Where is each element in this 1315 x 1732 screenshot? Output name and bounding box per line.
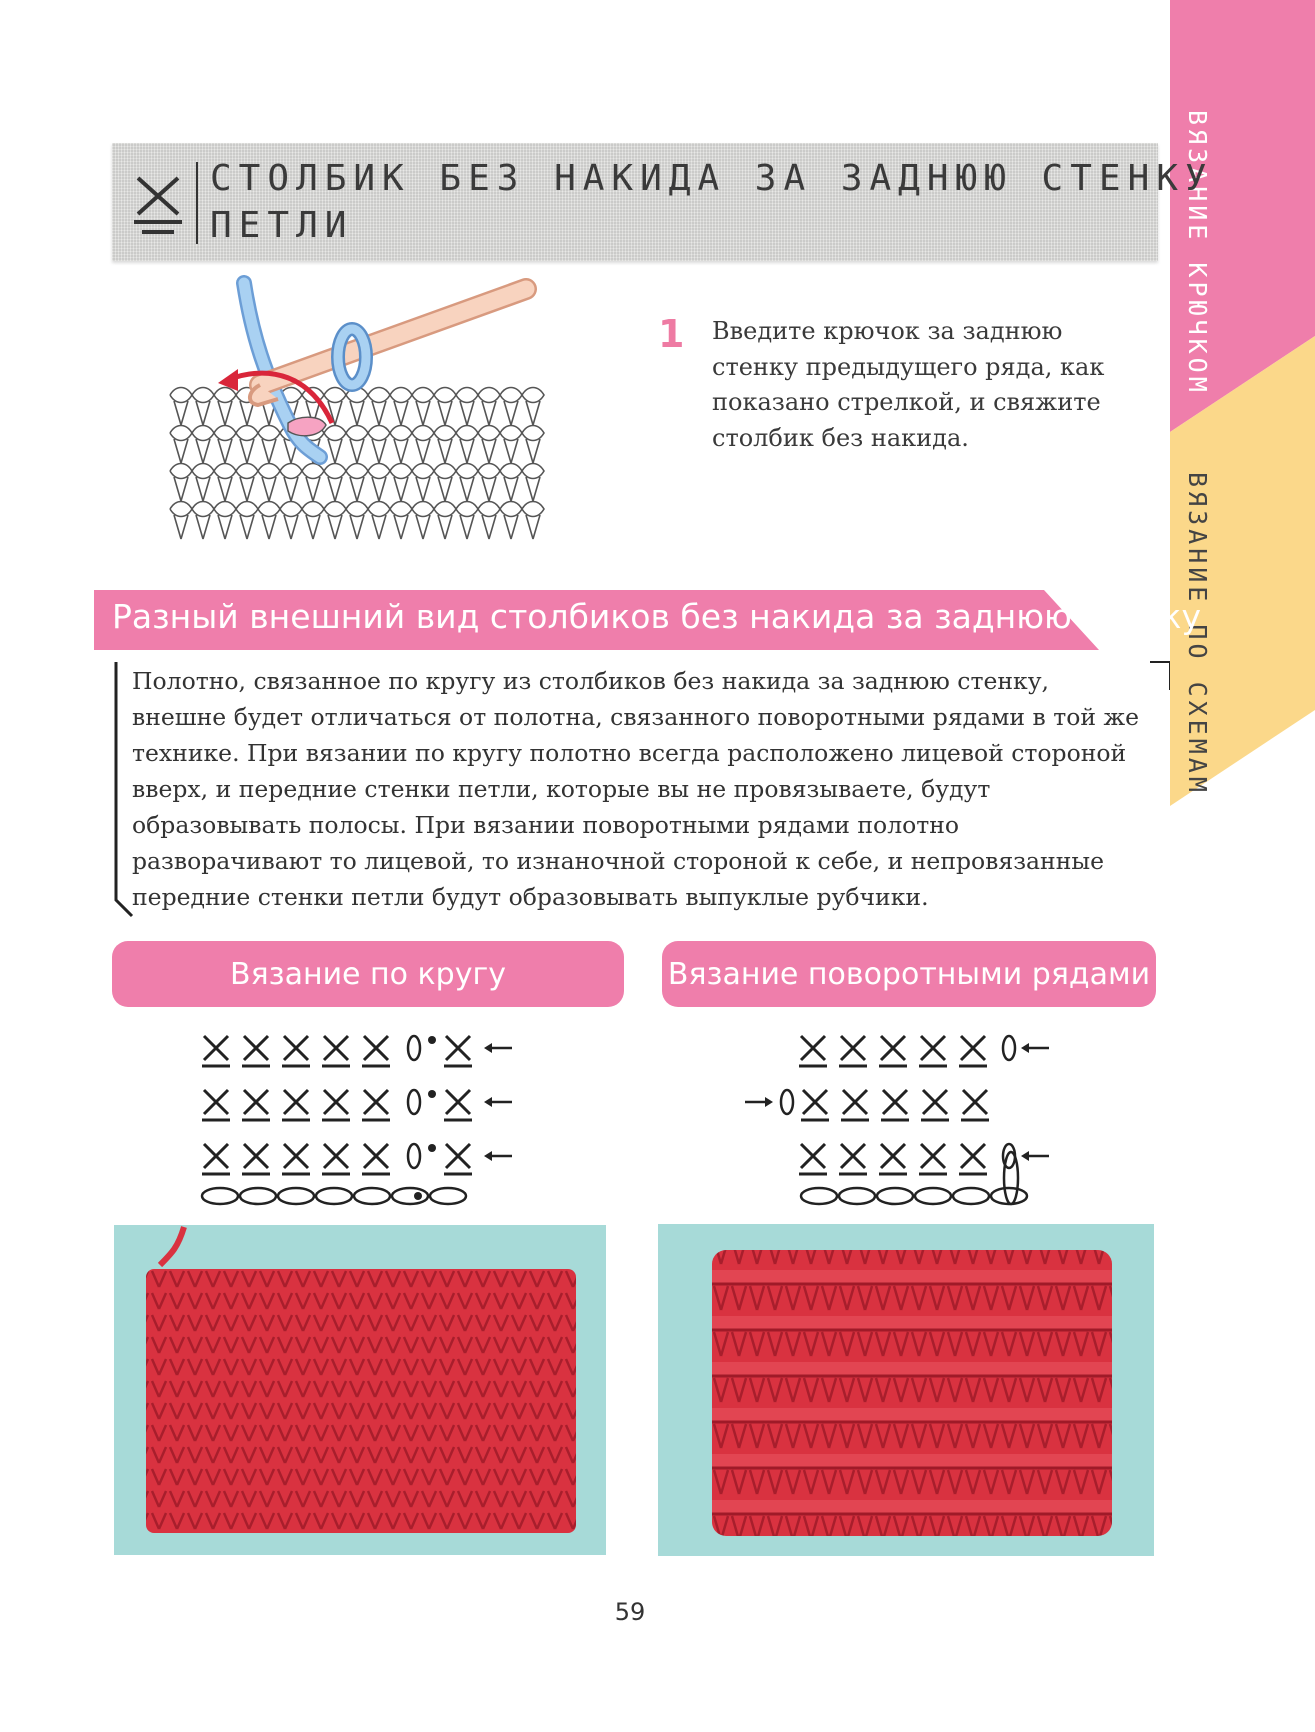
foundation-chain-symbol: [801, 1188, 837, 1204]
sc-back-loop-symbol: [444, 1036, 472, 1066]
sc-back-loop-symbol: [799, 1144, 827, 1174]
fabric-stitch: [368, 426, 390, 464]
swatch-turned-image: [658, 1224, 1154, 1556]
sc-back-loop-symbol: [444, 1144, 472, 1174]
fabric-stitch: [258, 502, 280, 540]
side-tab-crochet-label: ВЯЗАНИЕ КРЮЧКОМ: [1183, 110, 1212, 396]
foundation-chain-symbol: [316, 1188, 352, 1204]
fabric-stitch: [302, 502, 324, 540]
page-title-continued: ПЕТЛИ: [210, 205, 354, 246]
foundation-chain-symbol: [278, 1188, 314, 1204]
sc-back-loop-symbol: [282, 1090, 310, 1120]
section-paragraph: [132, 663, 1147, 915]
turning-chain-symbol: [1004, 1152, 1018, 1204]
fabric-stitch: [192, 502, 214, 540]
fabric-stitch: [214, 388, 236, 426]
sc-back-loop-symbol: [881, 1090, 909, 1120]
sc-back-loop-symbol: [282, 1036, 310, 1066]
fabric-stitch: [192, 388, 214, 426]
paragraph-text: Полотно, связанное по кругу из столбиков без накида за заднюю стенку, внешне будет отличаться от полотна, связанного поворотными рядами в той же технике. При вязании по кругу полотно всегда расположено лицевой стороной вверх, и передние стенки петли, которые вы не провязываете, будут образовывать полосы. При вязании поворотными рядами полотно разворачивают то лицевой, то изнаночной стороной к себе, и непровязанные передние стенки петли будут образовывать выпуклые рубчики.: [132, 667, 1140, 911]
sc-back-loop-symbol: [959, 1144, 987, 1174]
photo-round-swatch: [114, 1225, 606, 1555]
fabric-stitch: [434, 502, 456, 540]
fabric-stitch: [412, 502, 434, 540]
fabric-stitch: [324, 464, 346, 502]
side-tab-patterns-label: ВЯЗАНИЕ ПО СХЕМАМ: [1183, 472, 1212, 796]
fabric-stitch: [214, 502, 236, 540]
fabric-stitch: [412, 426, 434, 464]
fabric-stitch: [302, 464, 324, 502]
sc-back-loop-symbol: [202, 1090, 230, 1120]
sc-back-loop-symbol: [919, 1144, 947, 1174]
fabric-stitch: [170, 426, 192, 464]
fabric-stitch: [456, 426, 478, 464]
fabric-stitch: [500, 426, 522, 464]
sc-back-loop-symbol: [841, 1090, 869, 1120]
header-divider: [196, 162, 198, 244]
fabric-stitch: [390, 502, 412, 540]
fabric-stitch: [522, 464, 544, 502]
fabric-stitch: [390, 426, 412, 464]
fabric-stitch: [346, 388, 368, 426]
hook-back-loop-illustration: [160, 275, 560, 585]
fabric-stitch: [236, 502, 258, 540]
sc-back-loop-symbol: [921, 1090, 949, 1120]
fabric-stitch: [500, 388, 522, 426]
fabric-stitch: [214, 464, 236, 502]
fabric-stitch: [456, 464, 478, 502]
sc-back-loop-symbol: [362, 1036, 390, 1066]
step-instruction: Введите крючок за заднюю стенку предыдущего ряда, как показано стрелкой, и свяжите столбик без накида.: [712, 317, 1105, 452]
fabric-stitch: [214, 426, 236, 464]
row-arrow-head-icon: [484, 1043, 492, 1053]
foundation-chain-symbol: [354, 1188, 390, 1204]
fabric-stitch: [456, 502, 478, 540]
swatch-round-image: [114, 1225, 606, 1555]
fabric-stitch: [390, 388, 412, 426]
chain-symbol: [408, 1090, 420, 1114]
fabric-stitch: [258, 426, 280, 464]
fabric-stitch: [478, 464, 500, 502]
label-round-knitting: Вязание по кругу: [112, 941, 624, 1007]
fabric-stitch: [346, 464, 368, 502]
row-arrow-head-icon: [1021, 1151, 1029, 1161]
section-title: Разный внешний вид столбиков без накида за заднюю стенку: [112, 597, 1201, 636]
row-arrow-head-icon: [1021, 1043, 1029, 1053]
sc-back-loop-symbol: [959, 1036, 987, 1066]
fabric-stitch: [192, 426, 214, 464]
page-number: 59: [614, 1598, 646, 1626]
foundation-chain-symbol: [240, 1188, 276, 1204]
chain-symbol: [1003, 1036, 1015, 1060]
slip-stitch-symbol: [428, 1090, 436, 1098]
foundation-chain-symbol: [915, 1188, 951, 1204]
fabric-stitch: [390, 464, 412, 502]
row-arrow-head-icon: [765, 1097, 773, 1107]
sc-back-loop-symbol: [839, 1144, 867, 1174]
sc-back-loop-symbol: [799, 1036, 827, 1066]
diagram-round: [200, 1020, 530, 1210]
fabric-stitch: [478, 388, 500, 426]
fabric-stitch: [412, 464, 434, 502]
foundation-chain-symbol: [430, 1188, 466, 1204]
fabric-stitch: [522, 502, 544, 540]
fabric-stitch: [346, 502, 368, 540]
slip-stitch-symbol: [428, 1144, 436, 1152]
fabric-stitch: [324, 388, 346, 426]
sc-back-loop-symbol: [322, 1090, 350, 1120]
chain-symbol: [408, 1036, 420, 1060]
fabric-stitch: [324, 502, 346, 540]
sc-back-loop-symbol: [362, 1090, 390, 1120]
sc-back-loop-symbol: [202, 1144, 230, 1174]
sc-back-loop-symbol: [879, 1144, 907, 1174]
sc-back-loop-symbol: [444, 1090, 472, 1120]
foundation-chain-symbol: [877, 1188, 913, 1204]
sc-back-loop-symbol: [282, 1144, 310, 1174]
chain-symbol: [781, 1090, 793, 1114]
label-turned-rows: Вязание поворотными рядами: [662, 941, 1156, 1007]
fabric-stitch: [412, 388, 434, 426]
fabric-stitch: [522, 388, 544, 426]
fabric-stitch: [236, 464, 258, 502]
fabric-stitch: [368, 502, 390, 540]
diagram-turned: [745, 1020, 1075, 1210]
fabric-stitch: [434, 426, 456, 464]
sc-back-loop-symbol: [961, 1090, 989, 1120]
sc-back-loop-symbol: [801, 1090, 829, 1120]
fabric-stitch: [478, 502, 500, 540]
sc-back-loop-symbol: [322, 1144, 350, 1174]
fabric-stitch: [236, 426, 258, 464]
sc-back-loop-symbol: [202, 1036, 230, 1066]
fabric-stitch: [478, 426, 500, 464]
row-arrow-head-icon: [484, 1151, 492, 1161]
fabric-stitch: [500, 502, 522, 540]
foundation-chain-symbol: [839, 1188, 875, 1204]
fabric-stitch: [280, 464, 302, 502]
back-loop-sc-symbol-icon: [130, 172, 186, 238]
foundation-chain-symbol: [953, 1188, 989, 1204]
fabric-stitch: [170, 502, 192, 540]
sc-back-loop-symbol: [839, 1036, 867, 1066]
fabric-stitch: [170, 464, 192, 502]
sc-back-loop-symbol: [242, 1144, 270, 1174]
fabric-stitch: [500, 464, 522, 502]
chain-symbol: [408, 1144, 420, 1168]
fabric-stitch: [280, 502, 302, 540]
slip-stitch-symbol: [428, 1036, 436, 1044]
sc-back-loop-symbol: [919, 1036, 947, 1066]
step-number: 1: [658, 312, 685, 356]
sc-back-loop-symbol: [322, 1036, 350, 1066]
fabric-stitch: [258, 464, 280, 502]
fabric-stitch: [456, 388, 478, 426]
sc-back-loop-symbol: [242, 1036, 270, 1066]
foundation-chain-symbol: [202, 1188, 238, 1204]
fabric-stitch: [346, 426, 368, 464]
sc-back-loop-symbol: [242, 1090, 270, 1120]
slip-stitch-symbol: [414, 1192, 422, 1200]
fabric-stitch: [170, 388, 192, 426]
fabric-stitch: [192, 464, 214, 502]
fabric-stitch: [434, 464, 456, 502]
page-title: СТОЛБИК БЕЗ НАКИДА ЗА ЗАДНЮЮ СТЕНКУ: [210, 158, 1214, 199]
fabric-stitch: [434, 388, 456, 426]
row-arrow-head-icon: [484, 1097, 492, 1107]
photo-turned-swatch: [658, 1224, 1154, 1556]
sc-back-loop-symbol: [362, 1144, 390, 1174]
foundation-chain-symbol: [392, 1188, 428, 1204]
fabric-stitch: [522, 426, 544, 464]
fabric-stitch: [368, 464, 390, 502]
sc-back-loop-symbol: [879, 1036, 907, 1066]
fabric-stitch: [368, 388, 390, 426]
